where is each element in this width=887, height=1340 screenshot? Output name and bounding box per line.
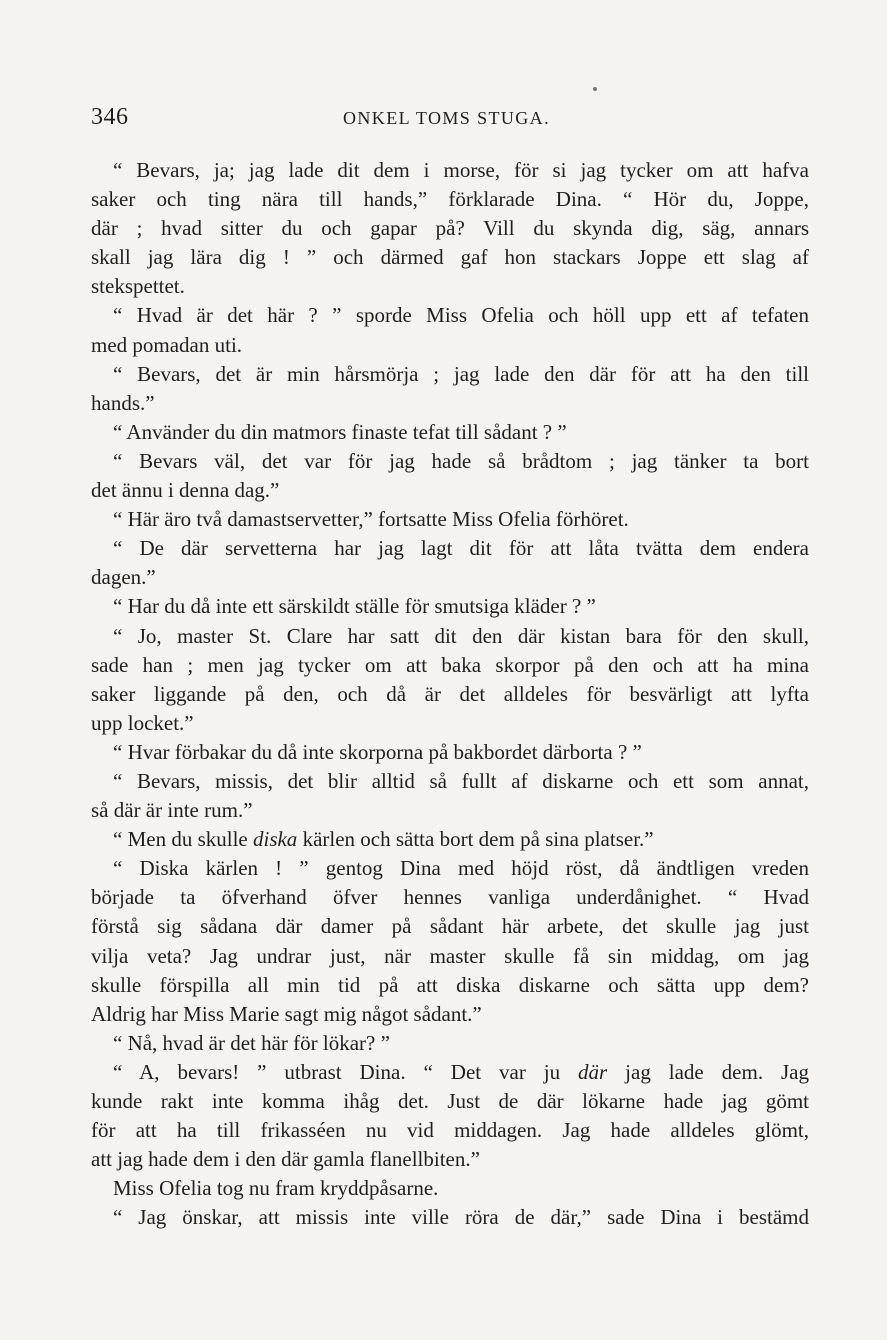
text-line (91, 1058, 809, 1087)
text-segment: “ Diska kärlen ! ” gentog Dina med höjd röst, då ändtligen vreden (113, 856, 809, 881)
text-segment: sade han ; men jag tycker om att baka skorpor på den och att ha mina (91, 652, 809, 677)
text-segment: upp locket.” (91, 710, 194, 735)
text-line (91, 1174, 809, 1203)
text-line (91, 622, 809, 651)
text-segment: saker och ting nära till hands,” förklarade Dina. “ Hör du, Joppe, (91, 187, 809, 212)
text-segment: skall jag lära dig ! ” och därmed gaf hon stackars Joppe ett slag af (91, 245, 809, 270)
text-line (91, 563, 809, 592)
text-line (91, 1116, 809, 1145)
page-header (91, 104, 811, 138)
text-segment: “ Här äro två damastservetter,” fortsatte Miss Ofelia förhöret. (113, 507, 629, 532)
text-segment: “ Använder du din matmors finaste tefat till sådant ? ” (113, 419, 567, 444)
text-line (91, 825, 809, 854)
text-line (91, 709, 809, 738)
text-segment: “ Bevars, missis, det blir alltid så fullt af diskarne och ett som annat, (113, 768, 809, 793)
text-segment: hands.” (91, 390, 155, 415)
text-segment: “ Har du då inte ett särskildt ställe för smutsiga kläder ? ” (113, 594, 596, 619)
text-segment: “ Jo, master St. Clare har satt dit den där kistan bara för den skull, (113, 623, 809, 648)
text-line (91, 883, 809, 912)
text-line (91, 156, 809, 185)
text-segment: Miss Ofelia tog nu fram kryddpåsarne. (113, 1176, 439, 1201)
text-segment: “ Hvad är det här ? ” sporde Miss Ofelia och höll upp ett af tefaten (113, 303, 809, 328)
text-line (91, 418, 809, 447)
text-segment: Aldrig har Miss Marie sagt mig något sådant.” (91, 1001, 482, 1026)
text-segment: “ Bevars väl, det var för jag hade så brådtom ; jag tänker ta bort (113, 448, 809, 473)
text-segment: skulle förspilla all min tid på att diska diskarne och sätta upp dem? (91, 972, 809, 997)
text-segment: kärlen och sätta bort dem på sina platser.” (297, 827, 654, 852)
text-line (91, 854, 809, 883)
body-text (91, 156, 809, 1232)
text-segment: förstå sig sådana där damer på sådant här arbete, det skulle jag just (91, 914, 809, 939)
text-segment: “ A, bevars! ” utbrast Dina. “ Det var ju (113, 1059, 579, 1084)
text-segment: “ Jag önskar, att missis inte ville röra de där,” sade Dina i bestämd (113, 1205, 809, 1230)
text-line (91, 767, 809, 796)
text-line (91, 738, 809, 767)
italic-word: diska (252, 827, 298, 852)
text-segment: “ Hvar förbakar du då inte skorporna på bakbordet därborta ? ” (113, 739, 642, 764)
text-segment: saker liggande på den, och då är det alldeles för besvärligt att lyfta (91, 681, 809, 706)
text-line (91, 476, 809, 505)
text-line (91, 505, 809, 534)
text-segment: “ Men du skulle (113, 827, 253, 852)
text-line (91, 389, 809, 418)
text-segment: “ Nå, hvad är det här för lökar? ” (113, 1030, 390, 1055)
text-segment: vilja veta? Jag undrar just, när master skulle få sin middag, om jag (91, 943, 809, 968)
text-segment: så där är inte rum.” (91, 798, 253, 823)
text-segment: jag lade dem. Jag (607, 1059, 809, 1084)
text-line (91, 1087, 809, 1116)
text-segment: det ännu i denna dag.” (91, 478, 280, 503)
text-line (91, 331, 809, 360)
text-line (91, 243, 809, 272)
text-line (91, 272, 809, 301)
text-line (91, 534, 809, 563)
text-segment: började ta öfverhand öfver hennes vanliga underdånighet. “ Hvad (91, 885, 809, 910)
text-segment: med pomadan uti. (91, 332, 243, 357)
text-line (91, 214, 809, 243)
text-line (91, 1203, 809, 1232)
text-line (91, 796, 809, 825)
text-segment: “ De där servetterna har jag lagt dit för att låta tvätta dem endera (113, 536, 809, 561)
text-line (91, 942, 809, 971)
running-title: ONKEL TOMS STUGA. (343, 108, 550, 128)
text-line (91, 971, 809, 1000)
text-segment: där ; hvad sitter du och gapar på? Vill du skynda dig, säg, annars (91, 216, 809, 241)
italic-word: där (578, 1059, 608, 1084)
text-line (91, 447, 809, 476)
text-segment: kunde rakt inte komma ihåg det. Just de där lökarne hade jag gömt (91, 1089, 809, 1113)
page-number: 346 (91, 104, 129, 130)
text-line (91, 360, 809, 389)
text-line (91, 592, 809, 621)
text-line (91, 1029, 809, 1058)
speck-mark (593, 87, 597, 91)
text-segment: “ Bevars, det är min hårsmörja ; jag lade den där för att ha den till (113, 361, 809, 386)
text-line (91, 651, 809, 680)
text-line (91, 680, 809, 709)
text-segment: stekspettet. (91, 274, 185, 299)
text-line (91, 301, 809, 330)
text-line (91, 1000, 809, 1029)
text-line (91, 185, 809, 214)
text-line (91, 912, 809, 941)
text-segment: att jag hade dem i den där gamla flanellbiten.” (91, 1147, 480, 1172)
text-segment: “ Bevars, ja; jag lade dit dem i morse, för si jag tycker om att hafva (113, 158, 809, 182)
text-segment: dagen.” (91, 565, 156, 590)
text-segment: för att ha till frikasséen nu vid middagen. Jag hade alldeles glömt, (91, 1118, 809, 1143)
text-line (91, 1145, 809, 1174)
